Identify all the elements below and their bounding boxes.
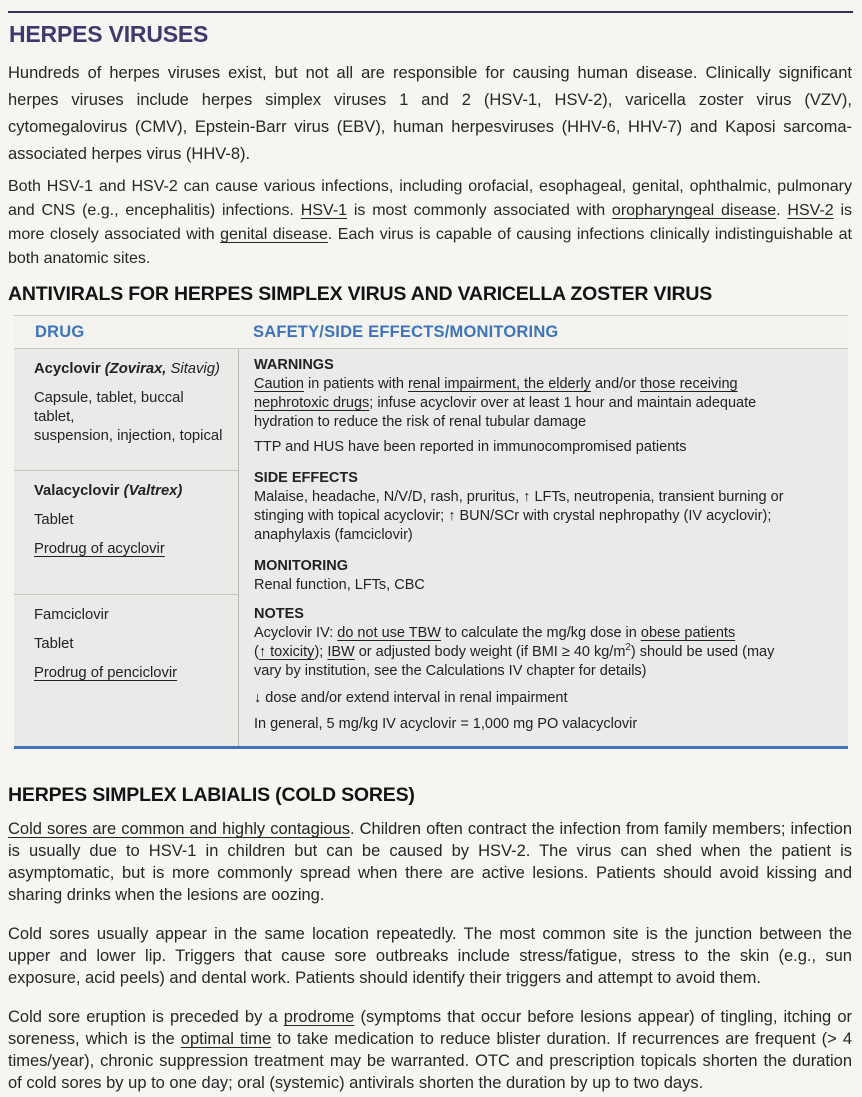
notes-heading: NOTES [254, 606, 304, 622]
notes-text-2: ↓ dose and/or extend interval in renal impairment [254, 690, 568, 706]
column-header-safety: SAFETY/SIDE EFFECTS/MONITORING [253, 322, 559, 341]
safety-column [238, 349, 848, 746]
side-effects-text: Malaise, headache, N/V/D, rash, pruritus, ↑ LFTs, neutropenia, transient burning or stinging with topical acyclovir; ↑ BUN/SCr with crystal nephropathy (IV acyclovir); anaphylaxis (famciclovir) [254, 489, 784, 543]
table-row-acyclovir [14, 349, 238, 470]
notes-text-3: In general, 5 mg/kg IV acyclovir = 1,000 mg PO valacyclovir [254, 716, 638, 732]
table-row-valacyclovir [14, 470, 238, 594]
table-row-famciclovir [14, 594, 238, 746]
drug-name-acyclovir: Acyclovir (Zovirax, Sitavig) [34, 361, 220, 377]
intro-paragraph-2: Both HSV-1 and HSV-2 can cause various infections, including orofacial, esophageal, genital, ophthalmic, pulmonary and CNS (e.g., encephalitis) infections. HSV-1 is most commonly associated with oropharyngeal disease. HSV-2 is more closely associated with genital disease. Each virus is capable of causing infections clinically indistinguishable at both anatomic sites. [8, 178, 853, 267]
table-body [14, 349, 848, 746]
labialis-paragraph-1: Cold sores are common and highly contagious. Children often contract the infection from family members; infection is usually due to HSV-1 in children but can be caused by HSV-2. The virus can shed when the patient is asymptomatic, but is more commonly spread when there are active lesions. Patients should avoid kissing and sharing drinks when the lesions are oozing. [8, 820, 852, 904]
warnings-text-2: TTP and HUS have been reported in immunocompromised patients [254, 439, 687, 455]
monitoring-heading: MONITORING [254, 558, 348, 574]
drug-name-valacyclovir: Valacyclovir (Valtrex) [34, 483, 183, 499]
labialis-paragraph-3: Cold sore eruption is preceded by a prodrome (symptoms that occur before lesions appear) of tingling, itching or soreness, which is the optimal time to take medication to reduce blister duration. If recurrences are frequent (> 4 times/year), chronic suppression treatment may be warranted. OTC and prescription topicals shorten the duration of cold sores by up to one day; oral (systemic) antivirals shorten the duration by up to two days. [8, 1008, 852, 1092]
drug-dosage-forms-valacyclovir: Tablet [34, 512, 74, 528]
drug-column [14, 349, 238, 746]
page-title: HERPES VIRUSES [9, 21, 209, 47]
drug-name-famciclovir: Famciclovir [34, 607, 109, 623]
warnings-heading: WARNINGS [254, 357, 334, 373]
drug-dosage-forms-famciclovir: Tablet [34, 636, 74, 652]
intro-paragraph-1: Hundreds of herpes viruses exist, but not all are responsible for causing human disease. Clinically significant herpes viruses include herpes simplex viruses 1 and 2 (HSV-1, HSV-2), varicella zoster virus (VZV), cytomegalovirus (CMV), Epstein-Barr virus (EBV), human herpesviruses (HHV-6, HHV-7) and Kaposi sarcoma-associated herpes virus (HHV-8). [8, 64, 852, 163]
drug-prodrug-note-famciclovir: Prodrug of penciclovir [34, 665, 178, 681]
notes-text-1: Acyclovir IV: do not use TBW to calculate the mg/kg dose in obese patients (↑ toxicity); IBW or adjusted body weight (if BMI ≥ 40 $kg/m^2$) should be used (may vary by institution, see the Calculations IV chapter for details) [254, 625, 775, 679]
side-effects-heading: SIDE EFFECTS [254, 470, 358, 486]
drug-dosage-forms-acyclovir: Capsule, tablet, buccal tablet, suspension, injection, topical [34, 390, 223, 444]
monitoring-text: Renal function, LFTs, CBC [254, 577, 425, 593]
section-heading-labialis: HERPES SIMPLEX LABIALIS (COLD SORES) [8, 784, 415, 806]
labialis-paragraph-2: Cold sores usually appear in the same location repeatedly. The most common site is the junction between the upper and lower lip. Triggers that cause sore outbreaks include stress/fatigue, stress to the skin (e.g., sun exposure, acid peels) and dental work. Patients should identify their triggers and attempt to avoid them. [8, 925, 852, 987]
drug-prodrug-note-valacyclovir: Prodrug of acyclovir [34, 541, 165, 557]
table-header-row [14, 315, 848, 349]
warnings-text-1: Caution in patients with renal impairment, the elderly and/or those receiving nephrotoxic drugs; infuse acyclovir over at least 1 hour and maintain adequate hydration to reduce the risk of renal tubular damage [254, 376, 757, 430]
section-heading-antivirals: ANTIVIRALS FOR HERPES SIMPLEX VIRUS AND VARICELLA ZOSTER VIRUS [8, 283, 713, 305]
antivirals-table [14, 315, 848, 749]
top-rule-divider [8, 11, 853, 13]
column-header-drug: DRUG [35, 322, 85, 341]
